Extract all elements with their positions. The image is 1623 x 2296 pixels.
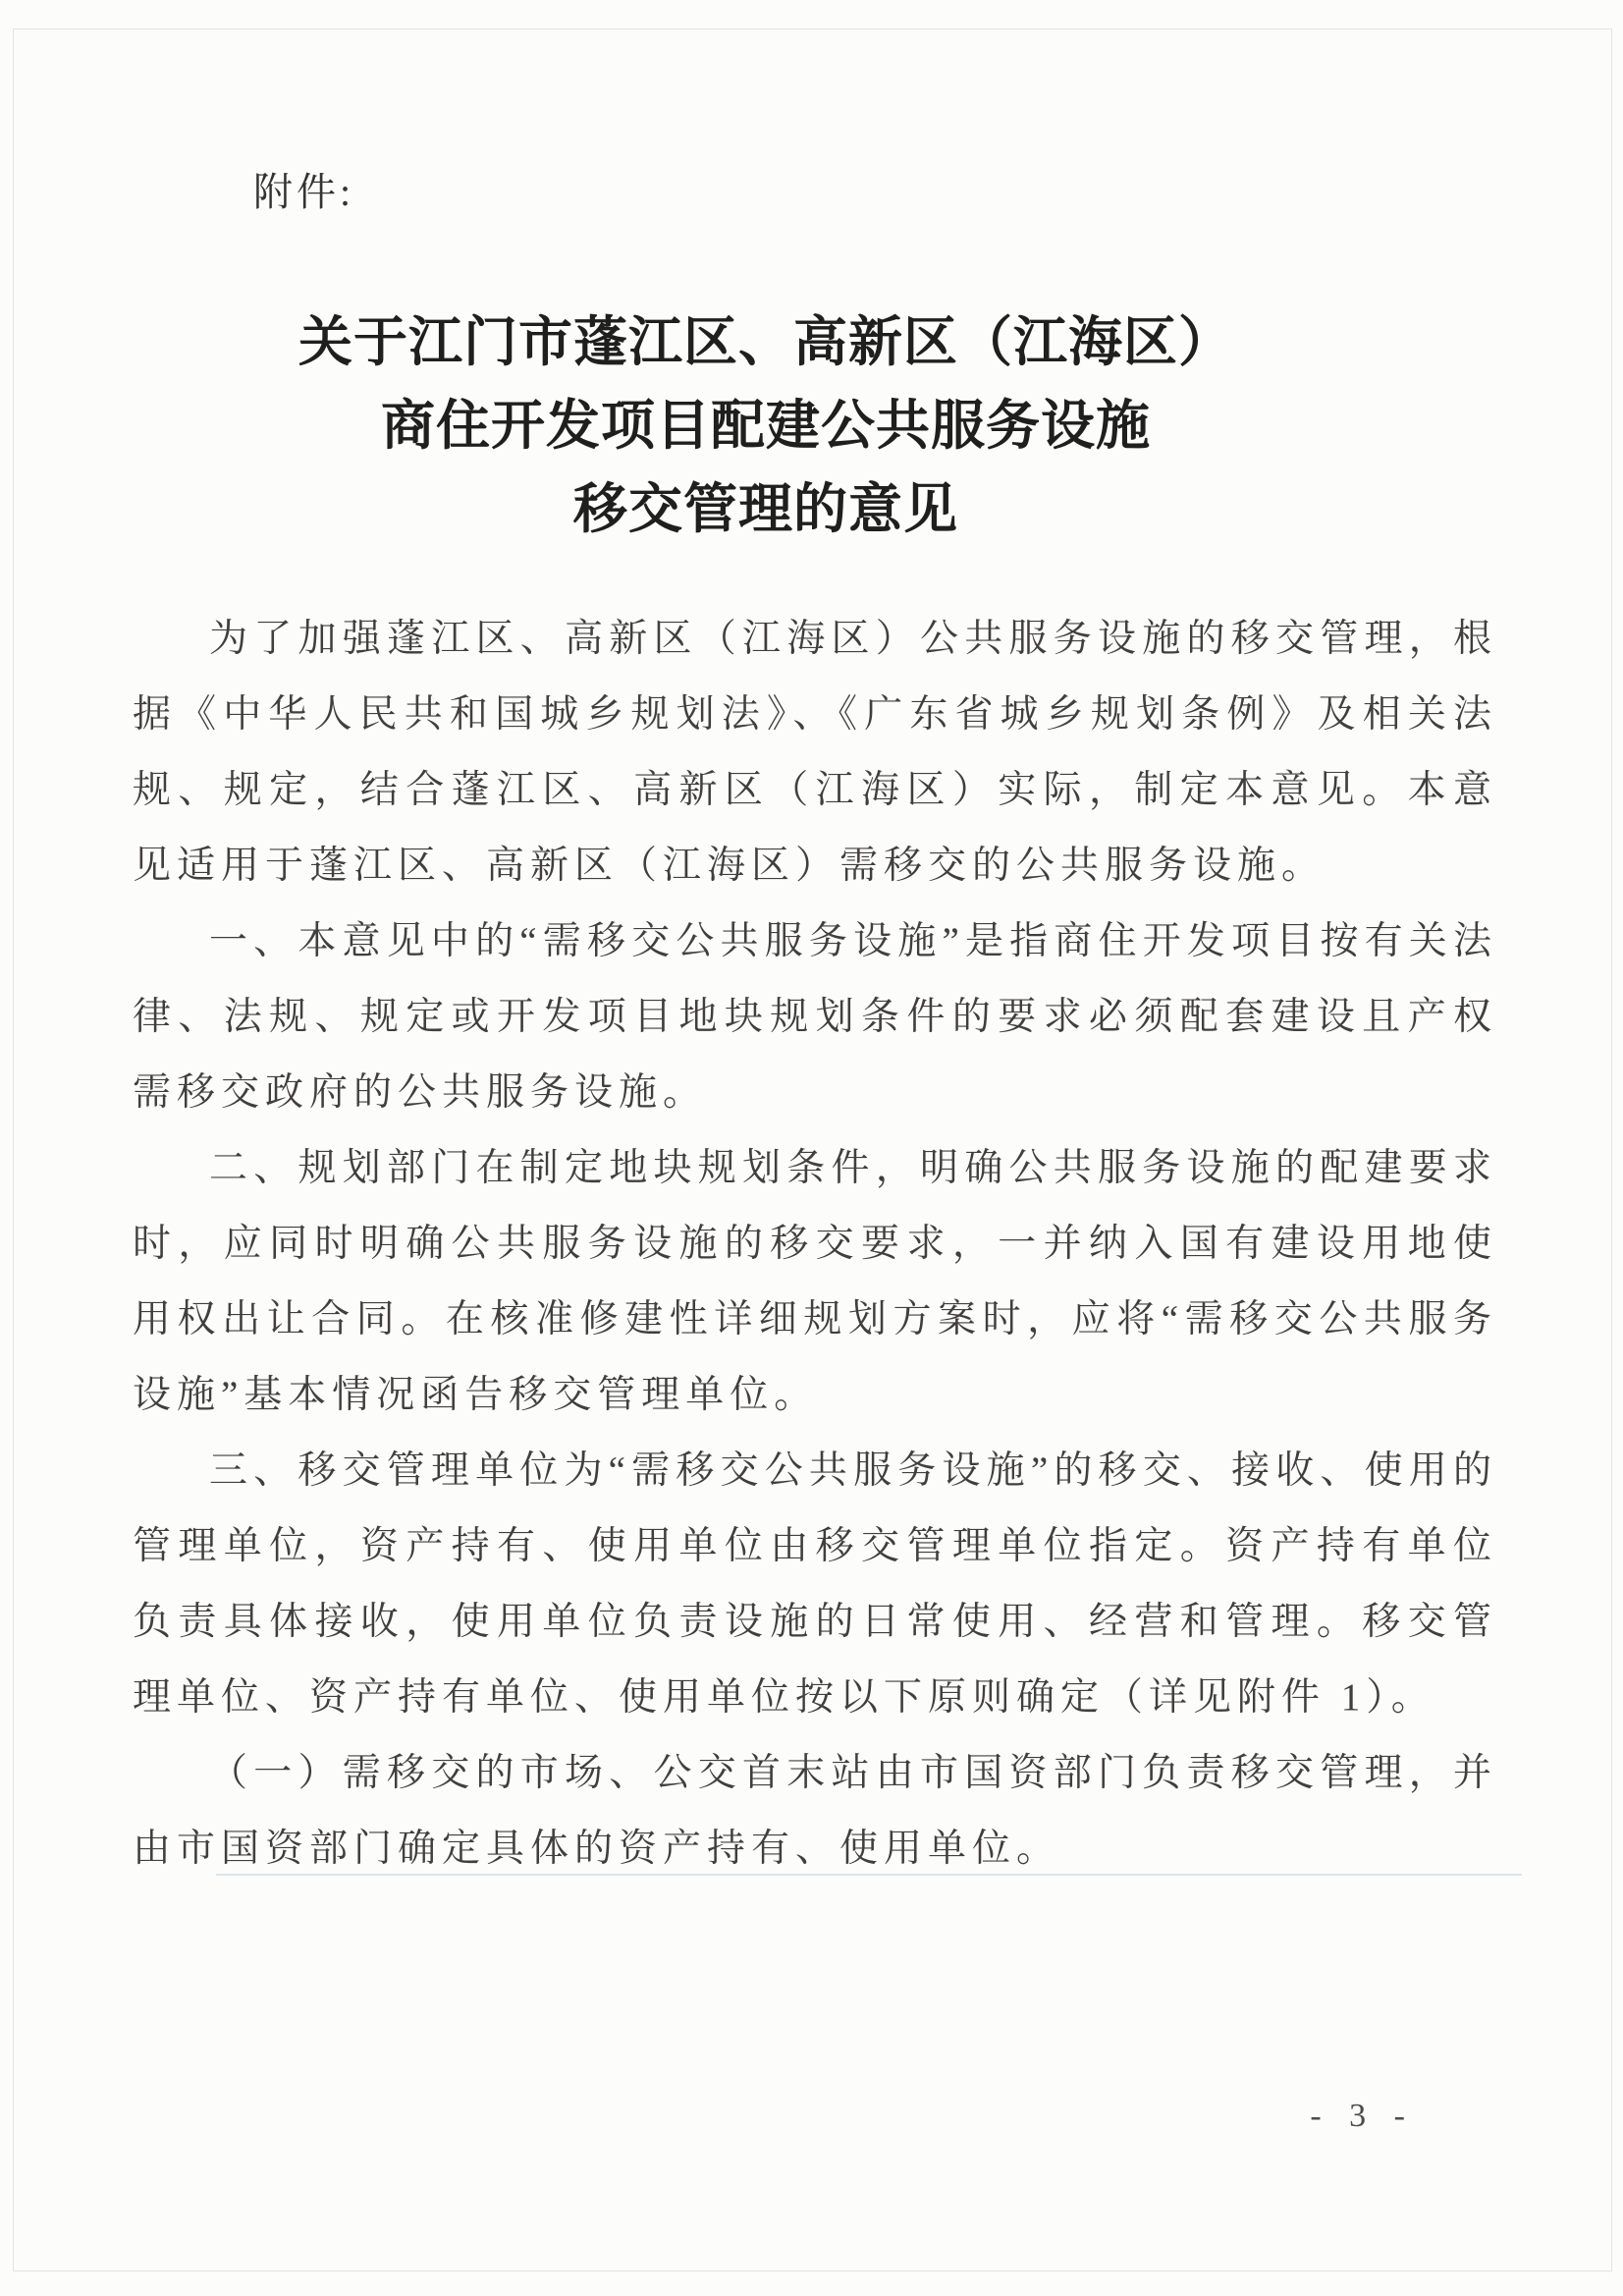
- paragraph-intro: 为了加强蓬江区、高新区（江海区）公共服务设施的移交管理，根据《中华人民共和国城乡规划法》、《广东省城乡规划条例》及相关法规、规定，结合蓬江区、高新区（江海区）实际，制定本意见。本意见适用于蓬江区、高新区（江海区）需移交的公共服务设施。: [133, 618, 1497, 887]
- paragraph-item-2: 二、规划部门在制定地块规划条件，明确公共服务设施的配建要求时，应同时明确公共服务设施的移交要求，一并纳入国有建设用地使用权出让合同。在核准修建性详细规划方案时，应将“需移交公共服务设施”基本情况函告移交管理单位。: [133, 1147, 1497, 1416]
- title-line-3: 移交管理的意见: [572, 478, 958, 539]
- document-title: [0, 301, 1532, 551]
- title-line-1: 关于江门市蓬江区、高新区（江海区）: [298, 311, 1233, 372]
- paragraph-item-1: 一、本意见中的“需移交公共服务设施”是指商住开发项目按有关法律、法规、规定或开发项目地块规划条件的要求必须配套建设且产权需移交政府的公共服务设施。: [133, 920, 1497, 1114]
- paragraph-item-3: 三、移交管理单位为“需移交公共服务设施”的移交、接收、使用的管理单位，资产持有、使用单位由移交管理单位指定。资产持有单位负责具体接收，使用单位负责设施的日常使用、经营和管理。移交管理单位、资产持有单位、使用单位按以下原则确定（详见附件 1）。: [133, 1449, 1497, 1719]
- title-line-2: 商住开发项目配建公共服务设施: [380, 395, 1151, 456]
- page-number: - 3 -: [1310, 2098, 1415, 2134]
- paragraph-sub-item-1: （一）需移交的市场、公交首末站由市国资部门负责移交管理，并由市国资部门确定具体的资产持有、使用单位。: [133, 1752, 1497, 1870]
- attachment-label: 附件:: [253, 170, 355, 214]
- document-body: [133, 601, 1497, 1886]
